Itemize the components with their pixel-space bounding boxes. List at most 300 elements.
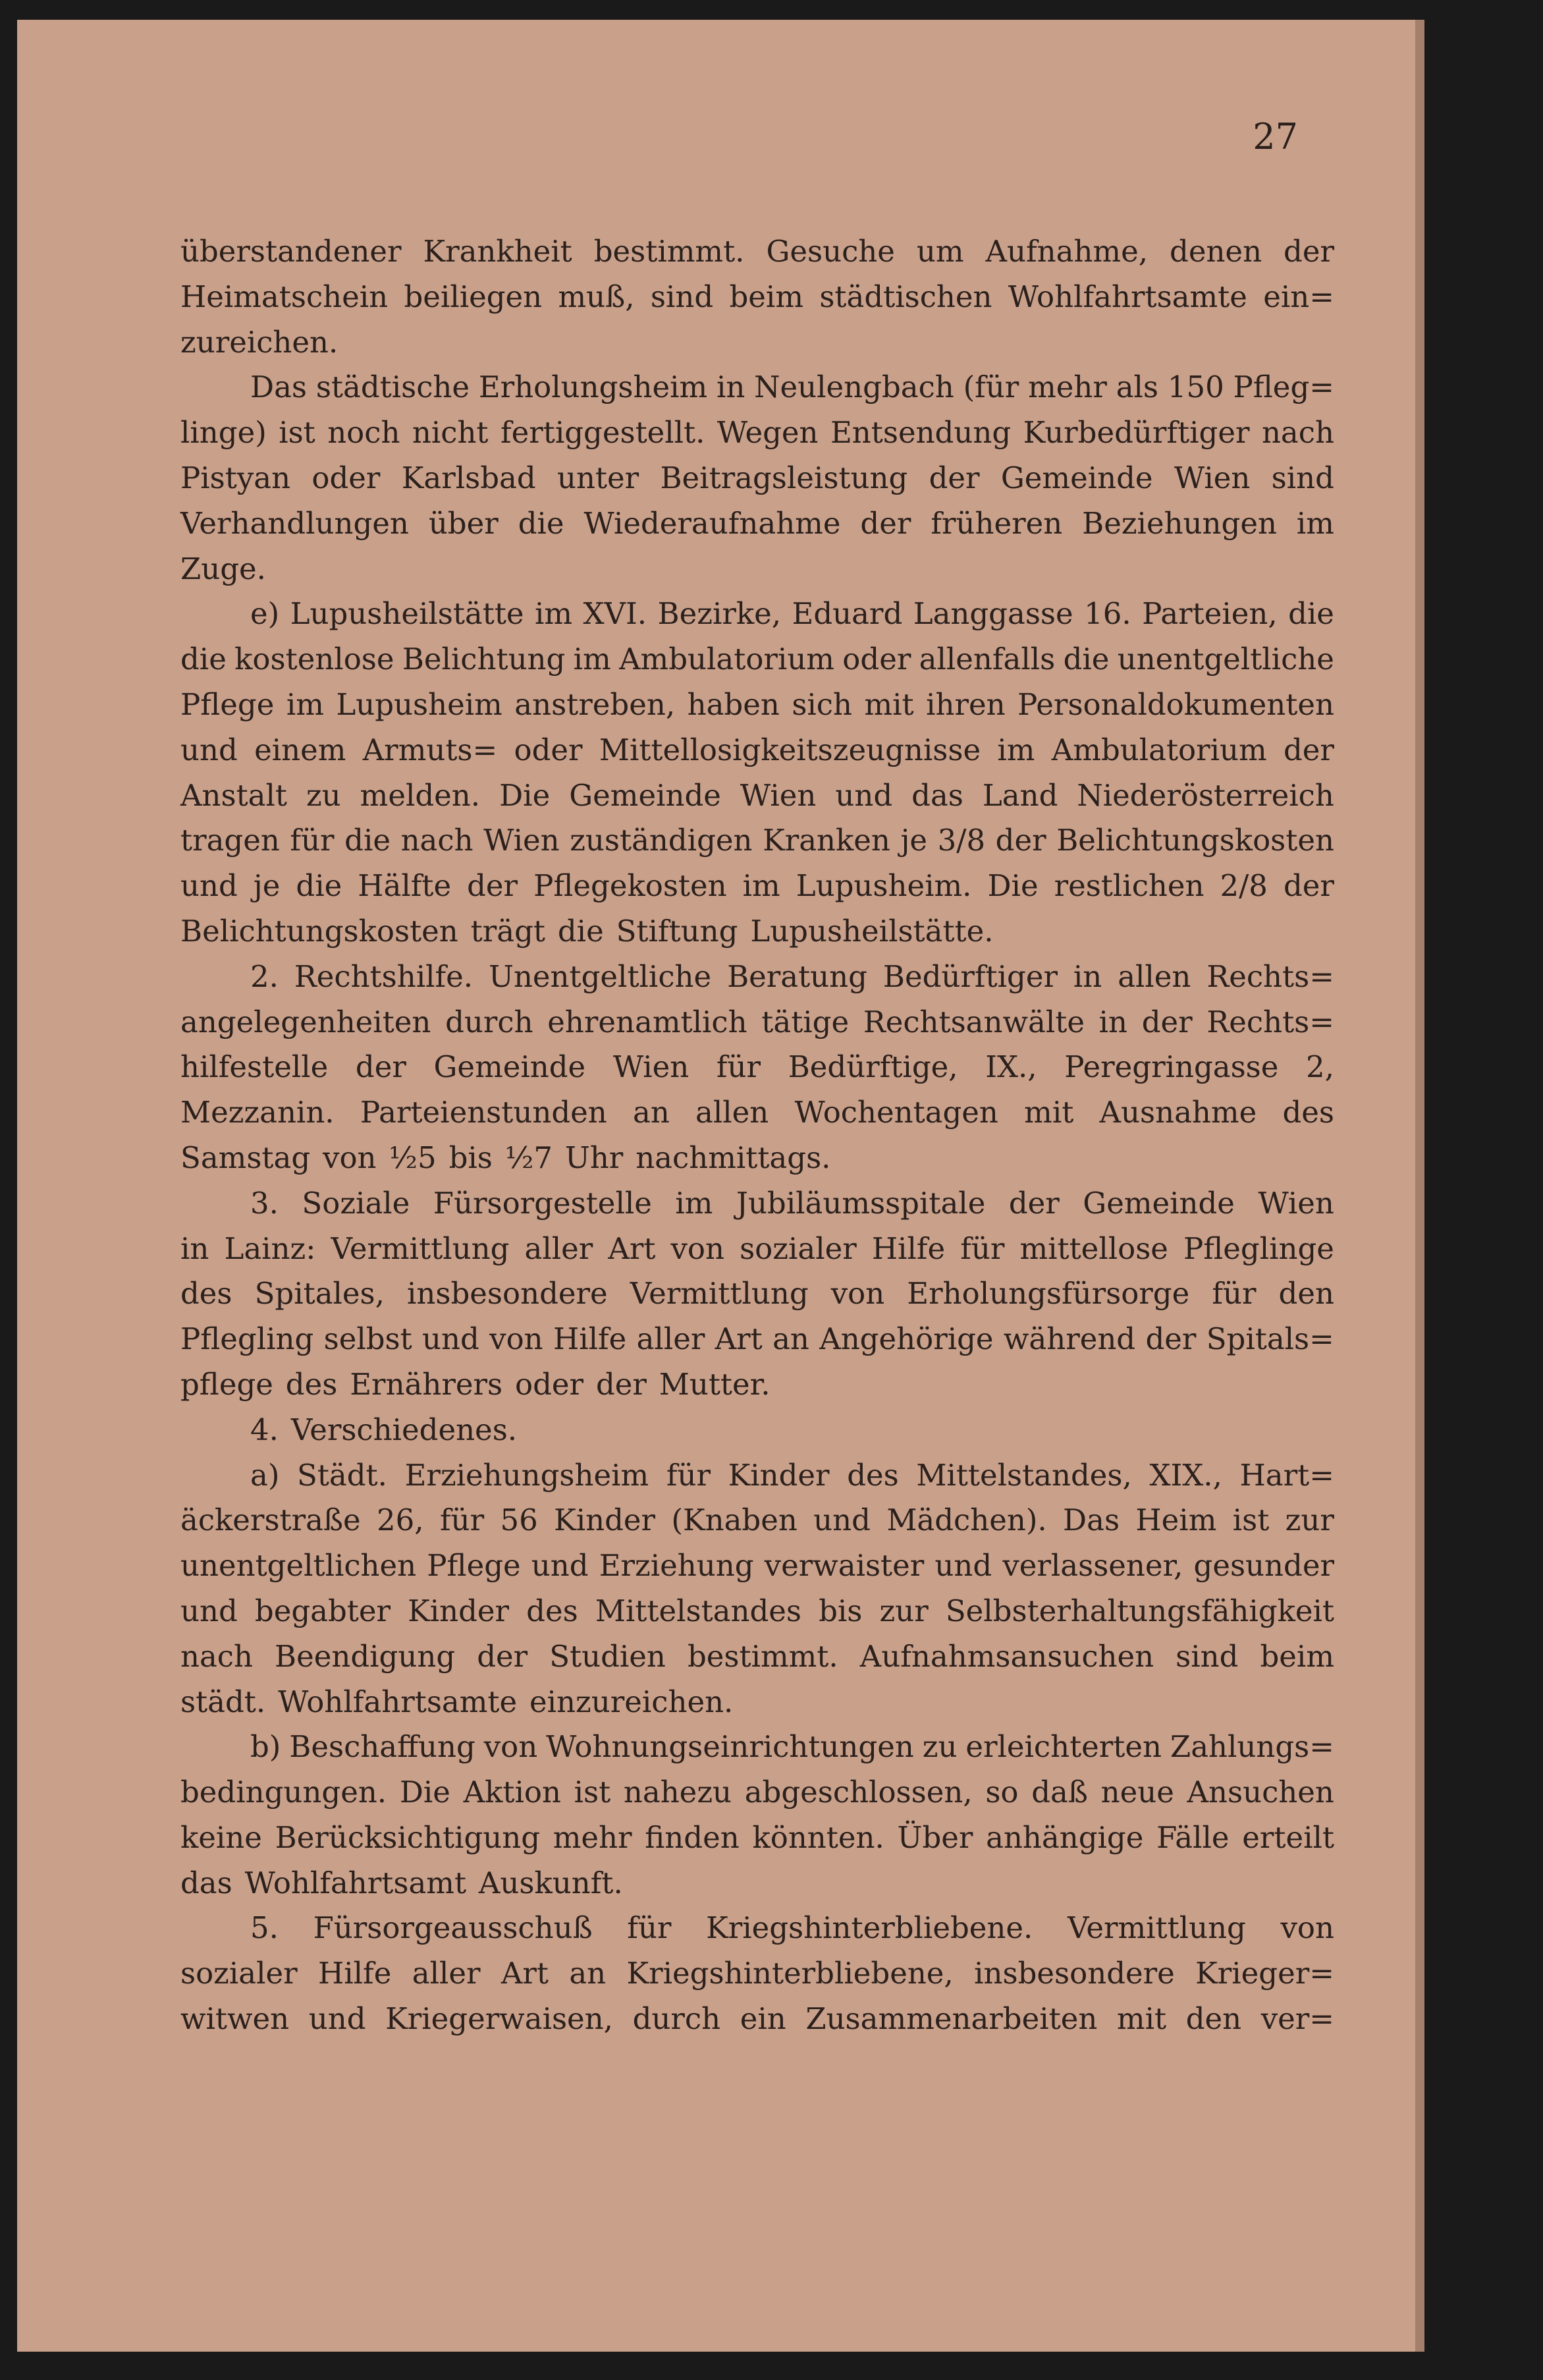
word: einzureichen. xyxy=(529,1684,734,1719)
word: Krankheit xyxy=(423,234,572,269)
word: für xyxy=(1212,1276,1257,1312)
word: Wohlfahrtsamte xyxy=(278,1684,518,1719)
word: haben xyxy=(687,686,780,722)
word: im xyxy=(742,868,780,904)
word: die xyxy=(518,505,564,541)
word: Art xyxy=(608,1231,656,1266)
word: Die xyxy=(499,777,551,813)
word: Wiederaufnahme xyxy=(583,505,841,541)
word: Heim xyxy=(1135,1503,1217,1538)
word: der xyxy=(1284,234,1334,269)
word: Die xyxy=(987,868,1039,904)
word: ist xyxy=(279,415,315,451)
word: Kriegshinterbliebene, xyxy=(626,1956,954,1991)
word: mit xyxy=(1024,1095,1074,1130)
word: witwen xyxy=(180,2001,290,2037)
word: im xyxy=(997,732,1035,767)
word: daß xyxy=(1031,1775,1088,1810)
word: Die xyxy=(399,1775,450,1810)
word: an xyxy=(772,1321,809,1357)
word: im xyxy=(573,642,611,677)
word: je xyxy=(253,868,281,904)
text-line xyxy=(180,1589,1334,1634)
word: und xyxy=(180,1593,238,1628)
word: in xyxy=(180,1231,209,1266)
word: melden. xyxy=(360,777,481,813)
word: verlassener, xyxy=(1002,1548,1183,1584)
word: des xyxy=(180,1276,232,1312)
text-line xyxy=(180,728,1334,773)
word: Rechtshilfe. xyxy=(294,958,474,994)
word: Beendigung xyxy=(275,1638,456,1674)
word: Rechts= xyxy=(1206,1004,1334,1039)
word: Fürsorgestelle xyxy=(433,1185,652,1221)
word: restlichen xyxy=(1054,868,1205,904)
word: linge) xyxy=(180,415,267,451)
word: für xyxy=(627,1910,672,1946)
word: je xyxy=(900,823,928,858)
body-text xyxy=(180,229,1334,2042)
word: beim xyxy=(1260,1638,1334,1674)
word: IX., xyxy=(985,1049,1037,1085)
word: Wochentagen xyxy=(794,1095,998,1130)
text-line xyxy=(180,1997,1334,2042)
word: Städt. xyxy=(297,1457,387,1493)
word: sozialer xyxy=(180,1956,298,1991)
text-line xyxy=(180,501,1334,547)
text-line xyxy=(180,275,1334,320)
word: Krieger= xyxy=(1195,1956,1334,1991)
word: Land xyxy=(982,777,1058,813)
word: Uhr xyxy=(564,1140,624,1175)
word: den xyxy=(1185,2001,1242,2037)
word: für xyxy=(960,1231,1005,1266)
word: mehr xyxy=(553,1819,632,1855)
word: Neulengbach xyxy=(754,370,954,405)
word: Pflegekosten xyxy=(533,868,727,904)
word: unentgeltlichen xyxy=(180,1548,417,1584)
word: in xyxy=(716,370,745,405)
word: trägt xyxy=(470,913,545,949)
word: 2/8 xyxy=(1220,868,1268,904)
text-line xyxy=(180,637,1334,682)
word: Pflege xyxy=(180,686,275,722)
word: die xyxy=(344,823,391,858)
text-line xyxy=(180,547,1334,592)
word: der xyxy=(467,868,518,904)
word: und xyxy=(835,777,893,813)
word: Bedürftiger xyxy=(882,958,1058,994)
word: Mittelstandes xyxy=(595,1593,801,1628)
word: Wegen xyxy=(717,415,819,451)
text-line xyxy=(180,955,1334,1000)
word: Beitragsleistung xyxy=(660,460,908,495)
word: bestimmt. xyxy=(593,234,745,269)
word: der xyxy=(1284,732,1334,767)
word: sich xyxy=(792,686,852,722)
word: kostenlose xyxy=(234,642,394,677)
word: Kinder xyxy=(554,1503,656,1538)
word: 16. xyxy=(1084,596,1131,632)
word: (Knaben xyxy=(671,1503,798,1538)
word: Wohlfahrtsamt xyxy=(244,1865,467,1900)
word: und xyxy=(422,1321,479,1357)
word: Aufnahme, xyxy=(985,234,1149,269)
word: städtischen xyxy=(819,279,992,314)
word: anhängige xyxy=(986,1819,1144,1855)
word: Verhandlungen xyxy=(180,505,409,541)
text-line xyxy=(180,864,1334,909)
word: Erziehungsheim xyxy=(404,1457,649,1493)
word: Parteienstunden xyxy=(360,1095,607,1130)
word: durch xyxy=(632,2001,721,2037)
text-line xyxy=(180,1000,1334,1045)
word: nicht xyxy=(412,415,489,451)
text-line xyxy=(180,1906,1334,1951)
word: Mezzanin. xyxy=(180,1095,335,1130)
word: bedingungen. xyxy=(180,1775,387,1810)
text-line xyxy=(180,1634,1334,1680)
word: von xyxy=(323,1140,377,1175)
word: Gemeinde xyxy=(569,777,721,813)
word: nach xyxy=(400,823,474,858)
word: Beschaffung xyxy=(289,1729,475,1765)
word: Berücksichtigung xyxy=(275,1819,541,1855)
word: Zusammenarbeiten xyxy=(805,2001,1098,2037)
word: finden xyxy=(645,1819,740,1855)
word: Vermittlung xyxy=(630,1276,809,1312)
word: angelegenheiten xyxy=(180,1004,431,1039)
word: mehr xyxy=(1028,370,1107,405)
text-line xyxy=(180,682,1334,728)
text-line xyxy=(180,1770,1334,1815)
word: ver= xyxy=(1260,2001,1334,2037)
word: ihren xyxy=(926,686,1006,722)
word: städtische xyxy=(315,370,470,405)
word: die xyxy=(296,868,342,904)
word: XVI. xyxy=(583,596,647,632)
word: Wohnungseinrichtungen xyxy=(546,1729,914,1765)
word: Lupusheim. xyxy=(796,868,972,904)
word: Bezirke, xyxy=(657,596,782,632)
text-line xyxy=(180,1498,1334,1543)
word: Bedürftige, xyxy=(788,1049,958,1085)
word: im xyxy=(286,686,324,722)
page-number: 27 xyxy=(1253,116,1298,157)
word: Kinder xyxy=(408,1593,510,1628)
word: Rechts= xyxy=(1206,958,1334,994)
word: Gemeinde xyxy=(433,1049,586,1085)
word: Hilfe xyxy=(871,1231,946,1266)
word: das xyxy=(911,777,963,813)
word: Hart= xyxy=(1239,1457,1334,1493)
text-line xyxy=(180,1317,1334,1362)
word: der xyxy=(477,1638,528,1674)
word: bestimmt. xyxy=(687,1638,838,1674)
word: oder xyxy=(842,642,911,677)
word: im xyxy=(1296,505,1334,541)
text-line xyxy=(180,1271,1334,1317)
word: Peregringasse xyxy=(1064,1049,1279,1085)
word: erteilt xyxy=(1242,1819,1334,1855)
text-line xyxy=(180,1951,1334,1997)
word: Kinder xyxy=(728,1457,830,1493)
word: und xyxy=(934,1548,992,1584)
word: Spitales, xyxy=(254,1276,385,1312)
word: fertiggestellt. xyxy=(500,415,705,451)
word: von xyxy=(483,1729,538,1765)
word: nahezu xyxy=(623,1775,732,1810)
text-line xyxy=(180,909,1334,955)
word: tätige xyxy=(761,1004,850,1039)
word: und xyxy=(180,868,238,904)
word: Pfleglinge xyxy=(1183,1231,1334,1266)
word: Belichtungskosten xyxy=(1056,823,1334,858)
word: Angehörige xyxy=(819,1321,994,1357)
word: e) xyxy=(250,596,280,632)
word: bis xyxy=(448,1140,493,1175)
word: zur xyxy=(879,1593,929,1628)
word: Hilfe xyxy=(553,1321,627,1357)
word: Samstag xyxy=(180,1140,311,1175)
word: Zuge. xyxy=(180,551,266,586)
word: Lupusheim xyxy=(336,686,502,722)
word: 150 xyxy=(1167,370,1224,405)
word: Das xyxy=(1063,1503,1120,1538)
word: Erholungsheim xyxy=(478,370,708,405)
word: Über xyxy=(897,1819,973,1855)
word: der xyxy=(860,505,911,541)
word: Beratung xyxy=(727,958,867,994)
word: Unentgeltliche xyxy=(489,958,712,994)
word: von xyxy=(489,1321,543,1357)
word: Aktion xyxy=(463,1775,561,1810)
word: einem xyxy=(254,732,346,767)
word: abgeschlossen, xyxy=(744,1775,973,1810)
word: sozialer xyxy=(740,1231,857,1266)
word: selbst xyxy=(323,1321,412,1357)
word: 56 xyxy=(500,1503,538,1538)
word: den xyxy=(1278,1276,1334,1312)
word: tragen xyxy=(180,823,280,858)
word: für xyxy=(290,823,335,858)
word: zureichen. xyxy=(180,324,338,360)
word: insbesondere xyxy=(974,1956,1175,1991)
word: Ernährers xyxy=(350,1366,503,1402)
word: der xyxy=(595,1366,647,1402)
word: die xyxy=(1063,642,1110,677)
word: und xyxy=(531,1548,589,1584)
word: aller xyxy=(636,1321,705,1357)
word: Belichtung xyxy=(402,642,566,677)
word: 3/8 xyxy=(937,823,986,858)
word: Selbsterhaltungsfähigkeit xyxy=(945,1593,1334,1628)
word: sind xyxy=(1176,1638,1239,1674)
word: aller xyxy=(412,1956,481,1991)
word: Wien xyxy=(1258,1185,1334,1221)
word: sind xyxy=(1271,460,1334,495)
word: die xyxy=(557,913,604,949)
text-line xyxy=(180,229,1334,275)
word: als xyxy=(1116,370,1159,405)
word: Zahlungs= xyxy=(1170,1729,1334,1765)
word: Erholungsfürsorge xyxy=(907,1276,1190,1312)
word: die xyxy=(180,642,227,677)
word: die xyxy=(1288,596,1334,632)
text-line xyxy=(180,818,1334,864)
word: muß, xyxy=(558,279,635,314)
word: und xyxy=(308,2001,366,2037)
word: oder xyxy=(515,1366,584,1402)
word: Art xyxy=(715,1321,763,1357)
word: Karlsbad xyxy=(401,460,536,495)
word: von xyxy=(1280,1910,1334,1946)
word: Kriegshinterbliebene. xyxy=(706,1910,1033,1946)
word: zuständigen xyxy=(570,823,753,858)
word: Entsendung xyxy=(830,415,1012,451)
text-line xyxy=(180,456,1334,501)
word: Jubiläumsspitale xyxy=(736,1185,986,1221)
word: Lupusheilstätte. xyxy=(750,913,994,949)
word: in xyxy=(1073,958,1102,994)
word: Aufnahmsansuchen xyxy=(859,1638,1154,1674)
word: mit xyxy=(1116,2001,1167,2037)
word: Pistyan xyxy=(180,460,291,495)
text-line xyxy=(180,320,1334,366)
word: nachmittags. xyxy=(636,1140,831,1175)
word: Ausnahme xyxy=(1099,1095,1257,1130)
word: Kriegerwaisen, xyxy=(385,2001,613,2037)
word: oder xyxy=(311,460,381,495)
word: das xyxy=(180,1865,232,1900)
word: der xyxy=(1008,1185,1060,1221)
word: Kranken xyxy=(763,823,890,858)
word: Heimatschein xyxy=(180,279,389,314)
word: Art xyxy=(501,1956,549,1991)
word: Mittellosigkeitszeugnisse xyxy=(599,732,981,767)
word: und xyxy=(813,1503,871,1538)
word: Stiftung xyxy=(616,913,738,949)
word: sind xyxy=(650,279,714,314)
word: 4. xyxy=(250,1412,279,1447)
word: Spitals= xyxy=(1206,1321,1334,1357)
word: für xyxy=(716,1049,761,1085)
text-line xyxy=(180,1181,1334,1227)
text-line xyxy=(180,1725,1334,1770)
word: für xyxy=(666,1457,711,1493)
word: nach xyxy=(1261,415,1334,451)
word: Wien xyxy=(740,777,817,813)
word: der xyxy=(355,1049,406,1085)
word: durch xyxy=(445,1004,533,1039)
word: Niederösterreich xyxy=(1077,777,1334,813)
text-line xyxy=(180,1408,1334,1453)
word: erleichterten xyxy=(965,1729,1162,1765)
word: Wien xyxy=(612,1049,690,1085)
word: ½7 xyxy=(504,1140,553,1175)
book-page xyxy=(17,20,1424,2352)
word: Mutter. xyxy=(659,1366,771,1402)
word: 2. xyxy=(250,958,279,994)
word: 5. xyxy=(250,1910,279,1946)
text-line xyxy=(180,773,1334,819)
word: Pflegling xyxy=(180,1321,314,1357)
word: zu xyxy=(922,1729,958,1765)
word: der xyxy=(995,823,1046,858)
word: Gemeinde xyxy=(1000,460,1153,495)
text-line xyxy=(180,1861,1334,1906)
word: Gesuche xyxy=(766,234,895,269)
word: zur xyxy=(1285,1503,1334,1538)
text-line xyxy=(180,1680,1334,1725)
word: 3. xyxy=(250,1185,279,1221)
text-line xyxy=(180,365,1334,410)
word: unentgeltliche xyxy=(1117,642,1334,677)
word: allenfalls xyxy=(919,642,1056,677)
word: Erziehung xyxy=(599,1548,754,1584)
word: neue xyxy=(1100,1775,1174,1810)
word: Verschiedenes. xyxy=(290,1412,518,1447)
word: Rechtsanwälte xyxy=(863,1004,1085,1039)
word: aller xyxy=(524,1231,593,1266)
word: Wien xyxy=(1174,460,1251,495)
word: noch xyxy=(327,415,400,451)
word: Parteien, xyxy=(1142,596,1278,632)
word: ½5 xyxy=(389,1140,437,1175)
word: unter xyxy=(556,460,639,495)
word: keine xyxy=(180,1819,262,1855)
word: der xyxy=(1141,1004,1193,1039)
word: beim xyxy=(729,279,803,314)
word: Belichtungskosten xyxy=(180,913,458,949)
word: Anstalt xyxy=(180,777,287,813)
word: Personaldokumenten xyxy=(1017,686,1334,722)
word: verwaister xyxy=(764,1548,925,1584)
word: Mädchen). xyxy=(886,1503,1047,1538)
word: (für xyxy=(963,370,1019,405)
word: des xyxy=(847,1457,899,1493)
word: könnten. xyxy=(752,1819,884,1855)
word: Auskunft. xyxy=(478,1865,623,1900)
word: ist xyxy=(574,1775,611,1810)
word: allen xyxy=(1118,958,1191,994)
word: a) xyxy=(250,1457,280,1493)
word: Soziale xyxy=(302,1185,410,1221)
word: des xyxy=(1282,1095,1334,1130)
word: Hälfte xyxy=(358,868,452,904)
word: früheren xyxy=(931,505,1063,541)
word: äckerstraße xyxy=(180,1503,361,1538)
word: während xyxy=(1003,1321,1136,1357)
word: Armuts= xyxy=(362,732,498,767)
text-line xyxy=(180,592,1334,637)
word: Pfleg= xyxy=(1233,370,1334,405)
word: der xyxy=(1283,868,1334,904)
word: im xyxy=(675,1185,713,1221)
word: Kurbedürftiger xyxy=(1023,415,1250,451)
word: des xyxy=(526,1593,578,1628)
word: Ambulatorium xyxy=(619,642,834,677)
word: Ansuchen xyxy=(1187,1775,1334,1810)
word: von xyxy=(830,1276,885,1312)
word: XIX., xyxy=(1149,1457,1222,1493)
word: an xyxy=(632,1095,670,1130)
word: 2, xyxy=(1306,1049,1334,1085)
word: Mittelstandes, xyxy=(916,1457,1132,1493)
word: Hilfe xyxy=(318,1956,392,1991)
word: Pflege xyxy=(427,1548,521,1584)
word: ist xyxy=(1232,1503,1270,1538)
